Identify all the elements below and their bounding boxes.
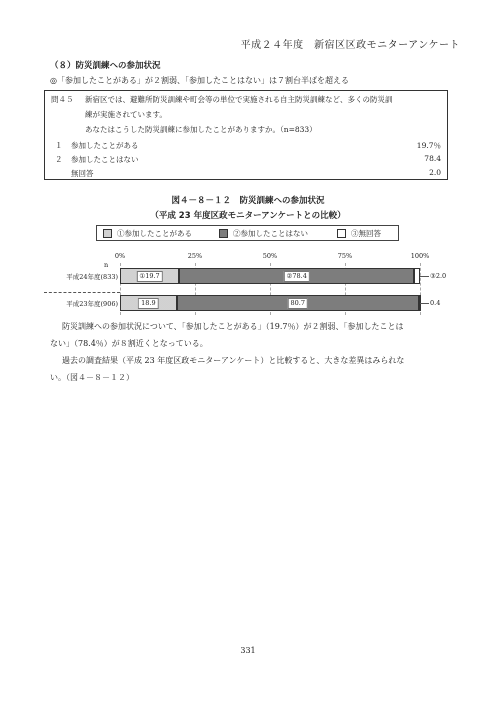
option-2-value: 78.4	[424, 154, 441, 163]
figure-title: 図４－８－１２ 防災訓練への参加状況	[171, 196, 325, 206]
row-label: 平成23年度(906)	[66, 300, 118, 308]
question-text-line1: 新宿区では、避難所防災訓練や町会等の単位で実施される自主防災訓練など、多くの防災訓	[85, 95, 393, 104]
question-text-line2: 練が実施されています。	[85, 110, 167, 119]
option-2-label: 参加したことはない	[71, 155, 139, 164]
paragraph-1-line1: 防災訓練への参加状況について、「参加したことがある」（19.7％）が２割弱、「参加したことは	[62, 322, 404, 331]
x-tick-label: 100%	[410, 252, 430, 260]
paragraph-2-line1: 過去の調査結果（平成 23 年度区政モニターアンケート）と比較すると、大きな差異はみられな	[62, 356, 405, 365]
leader-line	[420, 303, 429, 304]
legend-swatch-participated	[103, 229, 112, 238]
figure-subtitle: （平成 23 年度区政モニターアンケートとの比較）	[150, 211, 346, 221]
data-label-participated: ①19.7	[136, 271, 162, 282]
data-label-no-answer: 0.4	[430, 299, 441, 307]
row-label: 平成24年度(833)	[66, 273, 118, 281]
section-title: （８）防災訓練への参加状況	[50, 61, 161, 71]
option-3-value: 2.0	[429, 168, 441, 177]
legend-label-not-participated: ②参加したことはない	[233, 229, 308, 238]
legend-swatch-no-answer	[337, 229, 346, 238]
x-tick-label: 25%	[187, 252, 203, 260]
paragraph-1-line2: ない」（78.4％）が８割近くとなっている。	[50, 339, 208, 348]
question-number: 問４５	[51, 95, 74, 104]
question-box	[44, 90, 448, 180]
row-separator	[44, 292, 120, 293]
x-tick-label: 0%	[114, 252, 126, 260]
data-label-participated: 18.9	[138, 298, 158, 309]
x-tick-label: 50%	[262, 252, 278, 260]
x-tick-label: 75%	[337, 252, 353, 260]
option-1-value: 19.7％	[416, 141, 441, 150]
option-1-number: １	[55, 141, 63, 150]
section-summary: ◎「参加したことがある」が２割弱、「参加したことはない」は７割台半ばを超える	[50, 76, 349, 85]
page-number: 331	[240, 646, 256, 655]
option-2-number: ２	[55, 155, 63, 164]
legend-label-no-answer: ③無回答	[351, 229, 381, 238]
data-label-not-participated: ②78.4	[284, 271, 310, 282]
data-label-no-answer: ③2.0	[430, 272, 447, 280]
option-1-label: 参加したことがある	[71, 141, 139, 150]
option-3-label: 無回答	[71, 169, 94, 178]
axis-n-label: n	[104, 261, 109, 269]
leader-line	[420, 276, 429, 277]
legend-label-participated: ①参加したことがある	[117, 229, 192, 238]
data-label-not-participated: 80.7	[288, 298, 308, 309]
page-header: 平成２４年度 新宿区区政モニターアンケート	[240, 40, 460, 51]
paragraph-2-line2: い。（図４－８－１２）	[50, 373, 134, 382]
chart-legend	[96, 225, 399, 241]
legend-swatch-not-participated	[219, 229, 228, 238]
question-text-line3: あなたはこうした防災訓練に参加したことがありますか。（n=833）	[85, 125, 317, 134]
